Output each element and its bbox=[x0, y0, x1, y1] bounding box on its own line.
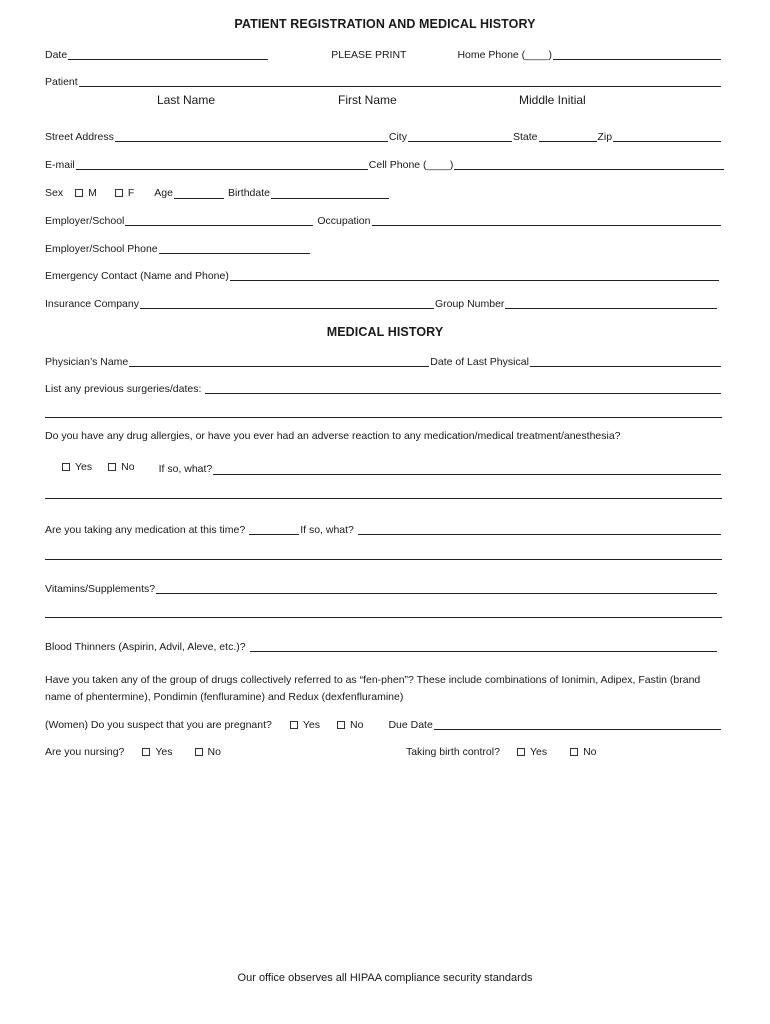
city-label: City bbox=[388, 131, 407, 143]
blood-thinners-row bbox=[45, 639, 718, 653]
allergies-no-option[interactable] bbox=[108, 461, 134, 473]
physician-label: Physician’s Name bbox=[45, 356, 129, 368]
insurance-label: Insurance Company bbox=[45, 298, 139, 310]
vitamins-label: Vitamins/Supplements? bbox=[45, 583, 156, 595]
nursing-row bbox=[45, 745, 685, 759]
allergies-extra-line[interactable] bbox=[45, 498, 722, 499]
medication-row bbox=[45, 522, 722, 536]
checkbox-icon[interactable] bbox=[62, 463, 70, 471]
medication-if-so-field[interactable] bbox=[358, 524, 721, 535]
date-label: Date bbox=[45, 49, 68, 61]
vitamins-row bbox=[45, 581, 718, 595]
state-label: State bbox=[512, 131, 538, 143]
email-label: E-mail bbox=[45, 159, 75, 171]
surgeries-row bbox=[45, 381, 722, 395]
vitamins-field[interactable] bbox=[156, 583, 717, 594]
physician-field[interactable] bbox=[129, 356, 429, 367]
sex-m-option[interactable] bbox=[75, 187, 97, 199]
surgeries-extra-line[interactable] bbox=[45, 417, 722, 418]
state-field[interactable] bbox=[539, 131, 597, 142]
patient-label: Patient bbox=[45, 76, 78, 88]
nursing-no-label: No bbox=[207, 746, 221, 758]
nursing-yes-label: Yes bbox=[155, 746, 173, 758]
allergies-if-so-field[interactable] bbox=[213, 464, 721, 475]
sex-f-option[interactable] bbox=[115, 187, 134, 199]
due-date-label: Due Date bbox=[388, 719, 433, 731]
pregnant-yes-option[interactable] bbox=[290, 719, 320, 731]
nursing-no-option[interactable] bbox=[195, 746, 221, 758]
patient-name-field[interactable] bbox=[79, 76, 721, 87]
home-phone-field[interactable] bbox=[553, 49, 721, 60]
home-phone-label: Home Phone (____) bbox=[457, 49, 553, 61]
age-label: Age bbox=[154, 187, 173, 199]
surgeries-label: List any previous surgeries/dates: bbox=[45, 383, 202, 395]
allergies-yes-label: Yes bbox=[75, 461, 93, 473]
birthdate-field[interactable] bbox=[271, 188, 389, 199]
blood-thinners-field[interactable] bbox=[250, 641, 717, 652]
nursing-yes-option[interactable] bbox=[142, 746, 172, 758]
employer-label: Employer/School bbox=[45, 215, 125, 227]
allergies-yes-option[interactable] bbox=[62, 461, 92, 473]
hipaa-footer: Our office observes all HIPAA compliance security standards bbox=[237, 972, 533, 984]
insurance-field[interactable] bbox=[140, 298, 434, 309]
birth-control-yes-label: Yes bbox=[529, 746, 548, 758]
emergency-label: Emergency Contact (Name and Phone) bbox=[45, 270, 229, 282]
zip-field[interactable] bbox=[613, 131, 721, 142]
street-label: Street Address bbox=[45, 131, 114, 143]
checkbox-icon[interactable] bbox=[290, 721, 298, 729]
age-field[interactable] bbox=[174, 188, 224, 199]
last-physical-field[interactable] bbox=[530, 356, 721, 367]
sex-m-label: M bbox=[88, 187, 97, 199]
employer-phone-label: Employer/School Phone bbox=[45, 243, 158, 255]
middle-initial-caption: Middle Initial bbox=[519, 93, 586, 107]
patient-row bbox=[45, 74, 722, 88]
allergies-question: Do you have any drug allergies, or have you ever had an adverse reaction to any medication/medical treatment/anesthesia? bbox=[45, 430, 621, 442]
email-row bbox=[45, 157, 725, 171]
checkbox-icon[interactable] bbox=[142, 748, 150, 756]
pregnant-no-option[interactable] bbox=[337, 719, 363, 731]
allergies-if-so-label: If so, what? bbox=[158, 463, 213, 475]
sex-age-row bbox=[45, 186, 390, 200]
nursing-label: Are you nursing? bbox=[45, 746, 125, 758]
employer-field[interactable] bbox=[125, 215, 313, 226]
birth-control-yes-option[interactable] bbox=[517, 746, 547, 758]
allergies-no-label: No bbox=[121, 461, 135, 473]
city-field[interactable] bbox=[408, 131, 512, 142]
occupation-label: Occupation bbox=[317, 215, 371, 227]
fen-phen-question: Have you taken any of the group of drugs collectively referred to as “fen-phen”? These include combinations of Ionimin, Adipex, Fastin (brand name of phentermine), Pondimin (fenfluramine) and Redux (dexfenfluramine) bbox=[45, 674, 701, 703]
birth-control-no-option[interactable] bbox=[570, 746, 596, 758]
medical-history-title: MEDICAL HISTORY bbox=[326, 325, 444, 339]
group-number-label: Group Number bbox=[434, 298, 505, 310]
emergency-field[interactable] bbox=[230, 270, 719, 281]
emergency-row bbox=[45, 268, 720, 282]
street-field[interactable] bbox=[115, 131, 388, 142]
checkbox-icon[interactable] bbox=[108, 463, 116, 471]
vitamins-extra-line[interactable] bbox=[45, 617, 722, 618]
checkbox-icon[interactable] bbox=[75, 189, 83, 197]
checkbox-icon[interactable] bbox=[570, 748, 578, 756]
allergies-answer-row bbox=[45, 460, 722, 474]
date-field[interactable] bbox=[68, 49, 268, 60]
last-physical-label: Date of Last Physical bbox=[430, 356, 529, 368]
form-title: PATIENT REGISTRATION AND MEDICAL HISTORY bbox=[234, 17, 536, 31]
blood-thinners-label: Blood Thinners (Aspirin, Advil, Aleve, etc.)? bbox=[45, 641, 246, 653]
medication-answer-field[interactable] bbox=[249, 524, 299, 535]
zip-label: Zip bbox=[597, 131, 613, 143]
insurance-row bbox=[45, 296, 718, 310]
checkbox-icon[interactable] bbox=[195, 748, 203, 756]
occupation-field[interactable] bbox=[372, 215, 722, 226]
please-print-label: PLEASE PRINT bbox=[331, 49, 407, 61]
date-phone-row bbox=[45, 47, 722, 61]
checkbox-icon[interactable] bbox=[337, 721, 345, 729]
birthdate-label: Birthdate bbox=[227, 187, 270, 199]
pregnant-no-label: No bbox=[350, 719, 364, 731]
employer-row bbox=[45, 213, 722, 227]
sex-label: Sex bbox=[45, 187, 64, 199]
medication-if-so-label: If so, what? bbox=[300, 524, 354, 536]
group-number-field[interactable] bbox=[505, 298, 717, 309]
first-name-caption: First Name bbox=[338, 93, 397, 107]
employer-phone-row bbox=[45, 241, 722, 255]
last-name-caption: Last Name bbox=[157, 93, 216, 107]
birth-control-no-label: No bbox=[583, 746, 597, 758]
due-date-field[interactable] bbox=[434, 719, 721, 730]
cell-phone-field[interactable] bbox=[454, 159, 724, 170]
physician-row bbox=[45, 354, 722, 368]
email-field[interactable] bbox=[76, 159, 368, 170]
medication-label: Are you taking any medication at this time? bbox=[45, 524, 246, 536]
checkbox-icon[interactable] bbox=[517, 748, 525, 756]
medication-extra-line[interactable] bbox=[45, 559, 722, 560]
employer-phone-field[interactable] bbox=[159, 243, 310, 254]
cell-phone-label: Cell Phone (____) bbox=[368, 159, 454, 171]
address-row bbox=[45, 129, 722, 143]
pregnant-row bbox=[45, 718, 722, 732]
birth-control-label: Taking birth control? bbox=[405, 746, 500, 758]
pregnant-yes-label: Yes bbox=[302, 719, 320, 731]
pregnant-label: (Women) Do you suspect that you are pregnant? bbox=[45, 719, 272, 731]
checkbox-icon[interactable] bbox=[115, 189, 123, 197]
sex-f-label: F bbox=[127, 187, 135, 199]
surgeries-field[interactable] bbox=[205, 383, 721, 394]
